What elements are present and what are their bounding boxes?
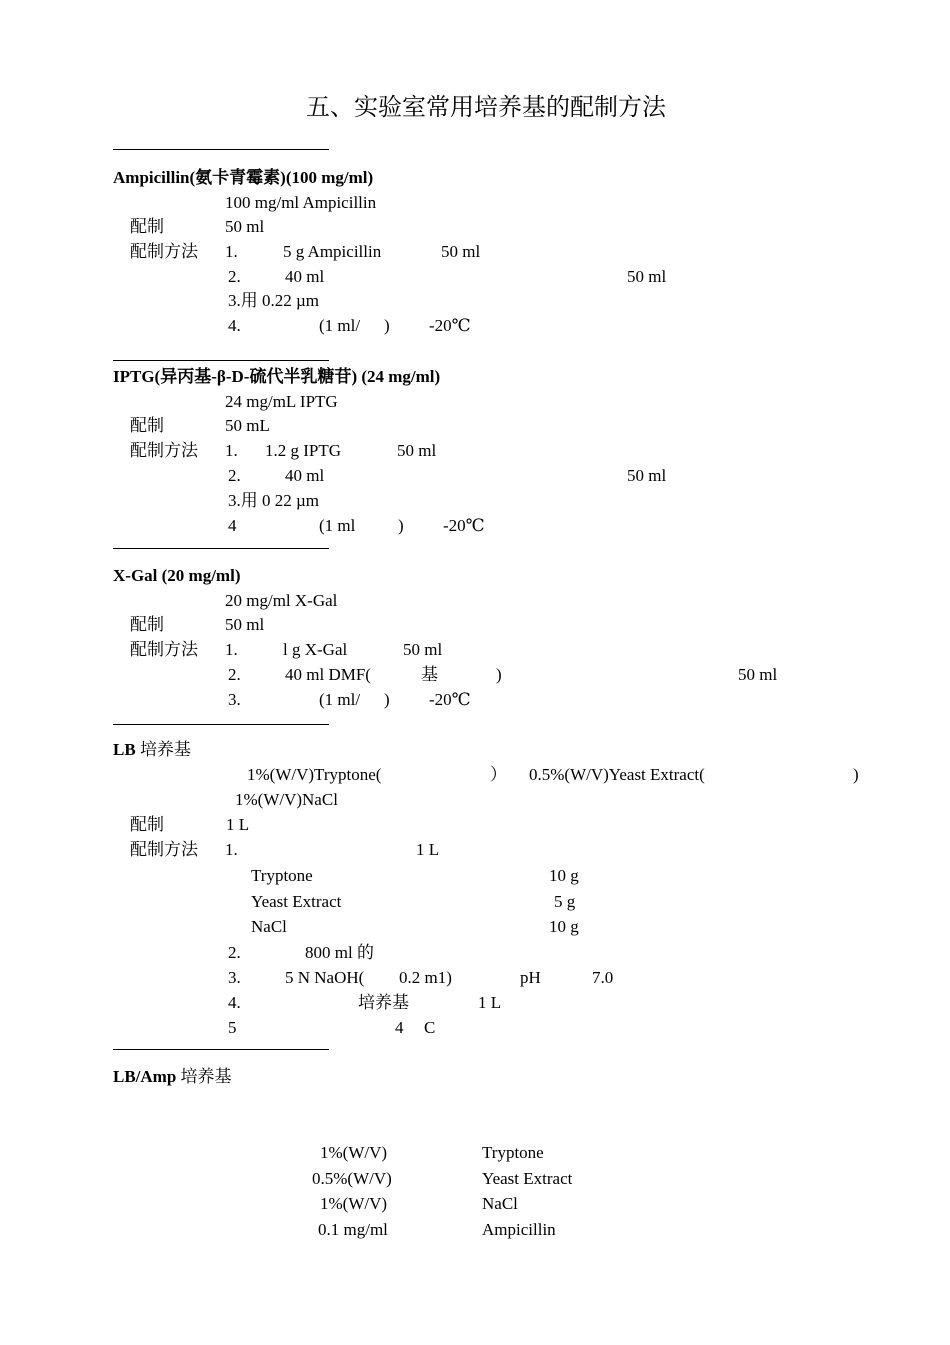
xgal-step2-c: ) (496, 665, 502, 684)
iptg-step2-b: 50 ml (627, 466, 667, 485)
xgal-step1-num: 1. (225, 640, 238, 659)
lb-ingredient-amount: 10 g (549, 917, 579, 936)
lb-step3-num: 3. (228, 968, 241, 987)
lbamp-row-name: Ampicillin (482, 1220, 556, 1239)
lb-composition-tryptone: 1%(W/V)Tryptone( (247, 765, 382, 784)
lb-step3-d: 7.0 (592, 968, 614, 987)
ampicillin-step3: 3.用 0.22 µm (228, 291, 320, 310)
xgal-volume: 50 ml (225, 615, 265, 634)
ampicillin-heading: Ampicillin(氨卡青霉素)(100 mg/ml) (113, 168, 374, 187)
lb-step2-num: 2. (228, 943, 241, 962)
lb-step1-volume: 1 L (416, 840, 440, 859)
lb-composition-nacl: 1%(W/V)NaCl (235, 790, 338, 809)
ampicillin-step2-num: 2. (228, 267, 241, 286)
xgal-heading: X-Gal (20 mg/ml) (113, 566, 241, 585)
lb-heading-rest: 培养基 (139, 740, 191, 759)
iptg-concentration: 24 mg/mL IPTG (225, 392, 338, 411)
lb-volume: 1 L (226, 815, 250, 834)
iptg-heading: IPTG(异丙基-β-D-硫代半乳糖苷) (24 mg/ml) (113, 367, 441, 386)
lb-composition-close: ) (853, 765, 859, 784)
lb-step5-b: C (424, 1018, 436, 1037)
lb-heading (113, 741, 191, 758)
section-rule (113, 149, 329, 150)
lbamp-heading (113, 1068, 232, 1085)
lb-step1-num: 1. (225, 840, 238, 859)
lbamp-row-conc: 0.1 mg/ml (318, 1220, 388, 1239)
xgal-step2-a: 40 ml DMF( (285, 665, 371, 684)
lb-ingredient-name: Yeast Extract (251, 892, 342, 911)
xgal-step3-num: 3. (228, 690, 241, 709)
lb-step2-a: 800 ml 的 (305, 943, 374, 962)
lb-ingredient-amount: 10 g (549, 866, 579, 885)
xgal-step3-temp: -20℃ (429, 690, 471, 709)
ampicillin-concentration: 100 mg/ml Ampicillin (225, 193, 377, 212)
xgal-step2-d: 50 ml (738, 665, 778, 684)
ampicillin-step2-b: 50 ml (627, 267, 667, 286)
section-rule (113, 548, 329, 549)
lb-step5-a: 4 (395, 1018, 404, 1037)
ampicillin-step1-num: 1. (225, 242, 238, 261)
lbamp-row-conc: 0.5%(W/V) (312, 1169, 392, 1188)
iptg-step2-num: 2. (228, 466, 241, 485)
iptg-step4-temp: -20℃ (443, 516, 485, 535)
iptg-step1-num: 1. (225, 441, 238, 460)
xgal-method-label: 配制方法 (130, 640, 198, 659)
xgal-step3-b: ) (384, 690, 390, 709)
iptg-method-label: 配制方法 (130, 441, 198, 460)
lb-ingredient-name: NaCl (251, 917, 287, 936)
ampicillin-step4-temp: -20℃ (429, 316, 471, 335)
lb-step3-b: 0.2 m1) (399, 968, 452, 987)
iptg-step4-a: (1 ml (319, 516, 356, 535)
lb-step3-c: pH (520, 968, 541, 987)
lbamp-heading-bold: LB/Amp (113, 1067, 177, 1086)
lb-step5-num: 5 (228, 1018, 237, 1037)
iptg-step2-a: 40 ml (285, 466, 325, 485)
iptg-volume-label: 配制 (130, 416, 164, 435)
lb-ingredient-amount: 5 g (554, 892, 576, 911)
section-rule (113, 360, 329, 361)
lb-step4-a: 培养基 (358, 993, 409, 1012)
ampicillin-method-label: 配制方法 (130, 242, 198, 261)
iptg-step3: 3.用 0 22 µm (228, 491, 320, 510)
iptg-step4-b: ) (398, 516, 404, 535)
iptg-step1-amount: 1.2 g IPTG (265, 441, 342, 460)
ampicillin-step1-amount: 5 g Ampicillin (283, 242, 382, 261)
xgal-concentration: 20 mg/ml X-Gal (225, 591, 338, 610)
lbamp-row-name: Yeast Extract (482, 1169, 573, 1188)
iptg-step1-volume: 50 ml (397, 441, 437, 460)
section-rule (113, 724, 329, 725)
ampicillin-step4-a: (1 ml/ (319, 316, 361, 335)
lb-method-label: 配制方法 (130, 840, 198, 859)
lb-ingredient-name: Tryptone (251, 866, 313, 885)
ampicillin-volume-label: 配制 (130, 217, 164, 236)
lb-composition-yeast: 0.5%(W/V)Yeast Extract( (529, 765, 705, 784)
lbamp-row-conc: 1%(W/V) (320, 1194, 388, 1213)
ampicillin-step1-volume: 50 ml (441, 242, 481, 261)
iptg-volume: 50 mL (225, 416, 270, 435)
lbamp-heading-rest: 培养基 (180, 1067, 232, 1086)
xgal-volume-label: 配制 (130, 615, 164, 634)
ampicillin-volume: 50 ml (225, 217, 265, 236)
page-title: 五、实验室常用培养基的配制方法 (306, 95, 666, 121)
xgal-step1-amount: l g X-Gal (283, 640, 348, 659)
ampicillin-step4-b: ) (384, 316, 390, 335)
lb-composition-paren: ） (490, 765, 507, 784)
xgal-step2-num: 2. (228, 665, 241, 684)
ampicillin-step2-a: 40 ml (285, 267, 325, 286)
lbamp-row-conc: 1%(W/V) (320, 1143, 388, 1162)
lb-step4-b: 1 L (478, 993, 502, 1012)
ampicillin-step4-num: 4. (228, 316, 241, 335)
lbamp-row-name: NaCl (482, 1194, 518, 1213)
lb-step3-a: 5 N NaOH( (285, 968, 365, 987)
xgal-step2-b: 基 (421, 665, 438, 684)
lb-volume-label: 配制 (130, 815, 164, 834)
xgal-step3-a: (1 ml/ (319, 690, 361, 709)
lb-heading-bold: LB (113, 740, 136, 759)
xgal-step1-volume: 50 ml (403, 640, 443, 659)
lbamp-row-name: Tryptone (482, 1143, 544, 1162)
iptg-step4-num: 4 (228, 516, 237, 535)
lb-step4-num: 4. (228, 993, 241, 1012)
section-rule (113, 1049, 329, 1050)
